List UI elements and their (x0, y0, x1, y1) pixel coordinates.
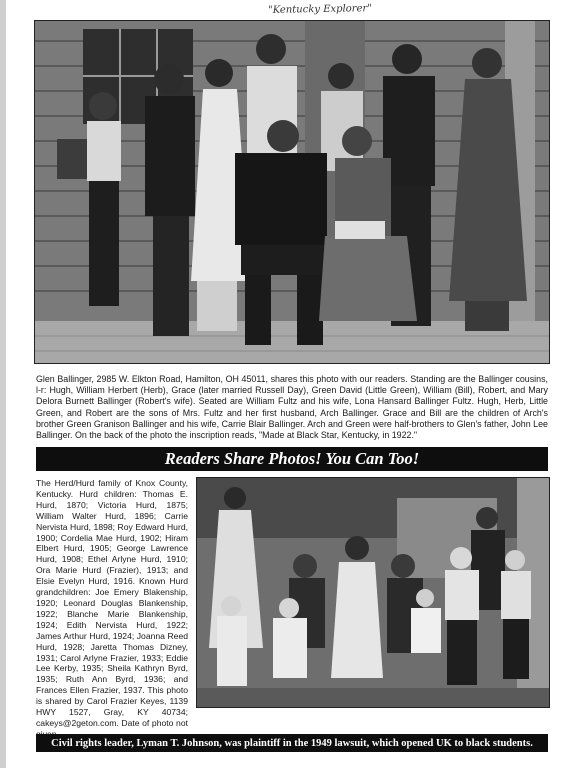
hurd-family-caption: The Herd/Hurd family of Knox County, Kentucky. Hurd children: Thomas E. Hurd, 1870; Victoria Hurd, 1875; William Walter Hurd, 1896; Carrie Nervista Hurd, 1898; Roy Edward Hurd, 1900; Cordelia Mae Hurd, 1902; Hiram Elbert Hurd, 1905; George Lawrence Hurd, 1908; Ethel Arlyne Hurd, 1910; Ora Marie Hurd (Frazier), 1913; and Elsie Evelyn Hurd, 1916. Known Hurd grandchildren: Joe Emery Blakenship, 1920; Leonard Douglas Blankenship, 1922; Blanche Marie Blankenship, 1924; Edith Nervista Hurd, 1922; James Arthur Hurd, 1924; Joanna Reed Hurd, 1928; Jaretta Thomas Dizney, 1931; Carol Arlyne Frazier, 1933; Eddie Lee Kerby, 1935; Sheila Kathryn Byrd, 1935; Ruth Ann Byrd, 1936; and Frances Ellen Frazier, 1937. This photo is shared by Carol Frazier Keyes, 1139 HWY 1527, Gray, KY 40734; cakeys@2geton.com. Date of photo not (36, 478, 188, 728)
footer-text: Civil rights leader, Lyman T. Johnson, was plaintiff in the 1949 lawsuit, which opened UK to black students. (51, 737, 533, 749)
section-banner (36, 447, 548, 471)
page-edge-shadow (0, 0, 6, 768)
footer-fact-bar (36, 734, 548, 752)
top-photo-caption: Glen Ballinger, 2985 W. Elkton Road, Hamilton, OH 45011, shares this photo with our readers. Standing are the Ballinger cousins, l-r: Hugh, William Herbert (Herb), Grace (later married Russell Day), Green David (Little Green), William (Bill), Robert, and Mary Delora Burnett Ballinger (Robert's wife). Seated are William Fultz and his wife, Lona Hansard Ballinger Fultz. Hugh, Herb, Little Green, and Robert are the sons of Mrs. Fultz and her first husband, Arch Ballinger. Grace and Bill are the children of Arch's brother Green Granison Ballinger and his wife, Carrie Blair Ballinger. Arch and Green were half-brothers to Glen's father, John Lee Ballinger. On the back of the photo the inscription reads, "Made at Black Star, Kentucky, in 1922." (36, 374, 548, 441)
handwritten-note: "Kentucky Explorer" (267, 3, 372, 16)
banner-title: Readers Share Photos! You Can Too! (164, 449, 420, 468)
ballinger-family-photo (34, 20, 550, 364)
hurd-family-photo (196, 477, 550, 708)
